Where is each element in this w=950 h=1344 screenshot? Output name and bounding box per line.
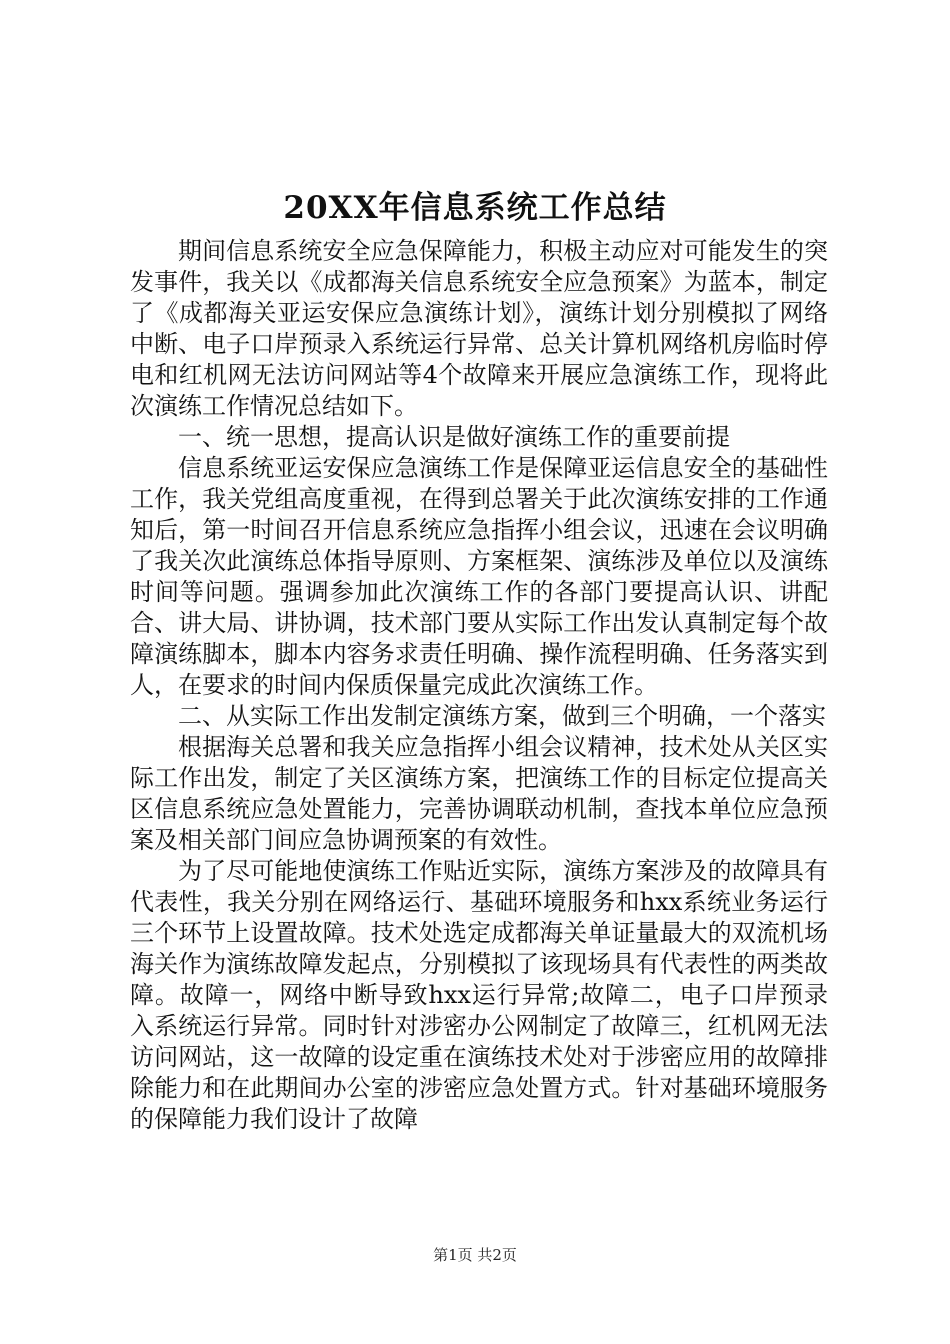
section-heading-1: 一、统一思想，提高认识是做好演练工作的重要前提 [178,423,730,451]
section-heading-2: 二、从实际工作出发制定演练方案，做到三个明确，一个落实 [178,702,826,730]
page-number-footer: 第1页 共2页 [433,1246,517,1264]
paragraph-section-2a: 根据海关总署和我关应急指挥小组会议精神，技术处从关区实际工作出发，制定了关区演练方案，把演练工作的目标定位提高关区信息系统应急处置能力，完善协调联动机制，查找本单位应急预案及相关部门间应急协调预案的有效性。 [130,733,828,854]
document-body [130,236,828,1135]
paragraph-section-2b: 为了尽可能地使演练工作贴近实际，演练方案涉及的故障具有代表性，我关分别在网络运行、基础环境服务和hxx系统业务运行三个环节上设置故障。技术处选定成都海关单证量最大的双流机场海关作为演练故障发起点，分别模拟了该现场具有代表性的两类故障。故障一，网络中断导致hxx运行异常;故障二，电子口岸预录入系统运行异常。同时针对涉密办公网制定了故障三，红机网无法访问网站，这一故障的设定重在演练技术处对于涉密应用的故障排除能力和在此期间办公室的涉密应急处置方式。针对基础环境服务的保障能力我们设计了故障 [130,857,828,1133]
paragraph-section-1: 信息系统亚运安保应急演练工作是保障亚运信息安全的基础性工作，我关党组高度重视，在得到总署关于此次演练安排的工作通知后，第一时间召开信息系统应急指挥小组会议，迅速在会议明确了我关次此演练总体指导原则、方案框架、演练涉及单位以及演练时间等问题。强调参加此次演练工作的各部门要提高认识、讲配合、讲大局、讲协调，技术部门要从实际工作出发认真制定每个故障演练脚本，脚本内容务求责任明确、操作流程明确、任务落实到人，在要求的时间内保质保量完成此次演练工作。 [130,454,828,699]
document-title: 20XX年信息系统工作总结 [283,190,667,226]
paragraph-intro: 期间信息系统安全应急保障能力，积极主动应对可能发生的突发事件，我关以《成都海关信息系统安全应急预案》为蓝本，制定了《成都海关亚运安保应急演练计划》，演练计划分别模拟了网络中断、电子口岸预录入系统运行异常、总关计算机网络机房临时停电和红机网无法访问网站等4个故障来开展应急演练工作，现将此次演练工作情况总结如下。 [130,237,828,420]
